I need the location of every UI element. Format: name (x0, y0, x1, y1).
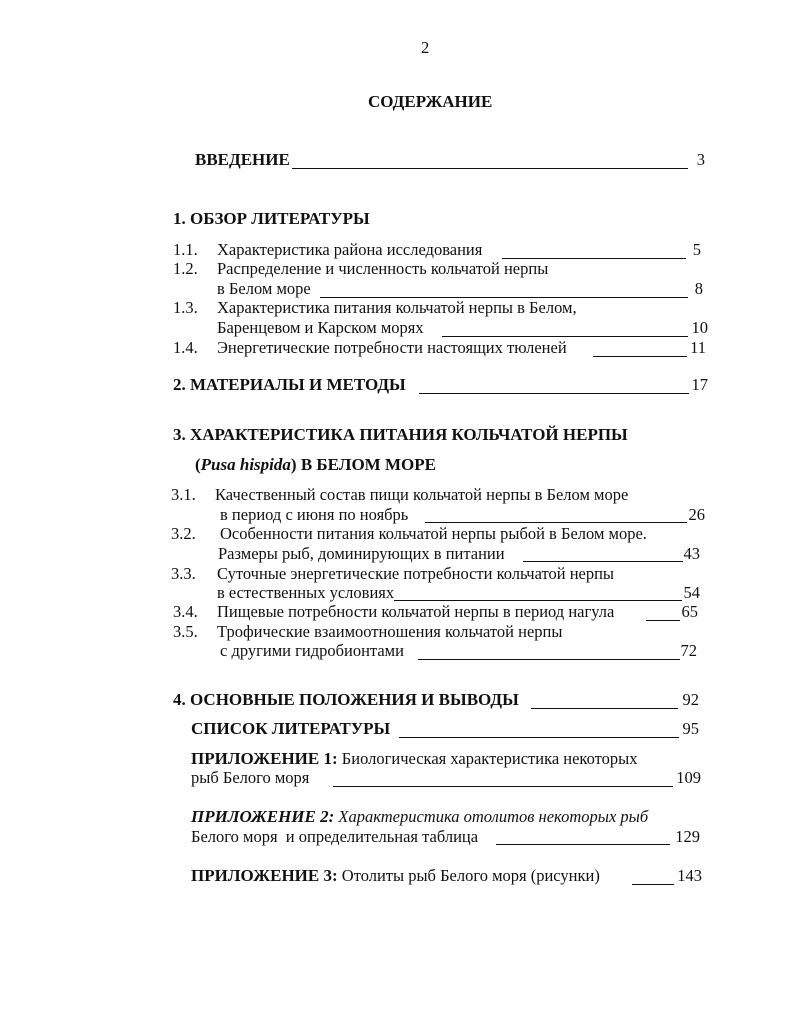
ch3-item-text-cont: в период с июня по ноябрь (220, 505, 409, 524)
app2-line1 (191, 807, 648, 827)
ch1-item-page: 10 (691, 318, 708, 337)
ch1-item-leader (593, 356, 687, 357)
ch3-item-leader (523, 561, 683, 562)
refs-leader (399, 737, 679, 738)
intro-page: 3 (696, 150, 705, 169)
app2-title: Характеристика отолитов некоторых рыб (338, 807, 649, 826)
app1-line1 (191, 749, 637, 769)
ch3-item-num: 3.2. (171, 524, 196, 543)
ch1-item-num: 1.4. (173, 338, 198, 357)
ch3-item-page: 72 (680, 641, 697, 660)
page-title: СОДЕРЖАНИЕ (368, 92, 493, 111)
ch1-item-text-cont: Баренцевом и Карском морях (217, 318, 424, 337)
ch2-page: 17 (691, 375, 708, 394)
ch1-item-num: 1.2. (173, 259, 198, 278)
ch3-item-num: 3.1. (171, 485, 196, 504)
ch1-item-page: 5 (692, 240, 701, 259)
ch1-item-text: Энергетические потребности настоящих тюленей (217, 338, 567, 357)
ch3-item-page: 26 (688, 505, 705, 524)
ch1-item-text: Характеристика питания кольчатой нерпы в Белом, (217, 298, 577, 317)
ch3-species-latin: Pusa hispida (200, 455, 291, 474)
app1-page: 109 (676, 768, 701, 787)
app3-line1 (191, 866, 600, 886)
ch1-item-text-cont: в Белом море (217, 279, 311, 298)
ch3-item-num: 3.5. (173, 622, 198, 641)
ch3-item-leader (418, 659, 680, 660)
ch3-item-text: Особенности питания кольчатой нерпы рыбой в Белом море. (220, 524, 647, 543)
app3-page: 143 (677, 866, 702, 885)
app3-leader (632, 884, 674, 885)
ch3-item-text: Суточные энергетические потребности кольчатой нерпы (217, 564, 615, 583)
app1-leader (333, 786, 673, 787)
app3-label: ПРИЛОЖЕНИЕ 3: (191, 866, 338, 885)
ch3-item-text-cont: в естественных условиях (217, 583, 395, 602)
ch1-item-text: Характеристика района исследования (217, 240, 483, 259)
ch3-item-page: 65 (681, 602, 698, 621)
ch3-item-leader (425, 522, 687, 523)
ch3-item-num: 3.4. (173, 602, 198, 621)
ch3-item-text: Качественный состав пищи кольчатой нерпы в Белом море (215, 485, 629, 504)
app1-title: Биологическая характеристика некоторых (341, 749, 638, 768)
page-number: 2 (421, 38, 430, 57)
ch3-subheading-text: В БЕЛОМ МОРЕ (300, 455, 436, 474)
ch1-item-page: 8 (694, 279, 703, 298)
ch3-item-text-cont: с другими гидробионтами (220, 641, 404, 660)
ch3-item-text: Пищевые потребности кольчатой нерпы в период нагула (217, 602, 615, 621)
ch2-leader (419, 393, 689, 394)
ch1-item-num: 1.3. (173, 298, 198, 317)
app2-page: 129 (675, 827, 700, 846)
ch3-subheading: (Pusa hispida) В БЕЛОМ МОРЕ (195, 455, 436, 474)
app1-label: ПРИЛОЖЕНИЕ 1: (191, 749, 338, 768)
ch3-item-num: 3.3. (171, 564, 196, 583)
app3-title: Отолиты рыб Белого моря (рисунки) (341, 866, 600, 885)
ch3-item-page: 43 (683, 544, 700, 563)
ch1-item-num: 1.1. (173, 240, 198, 259)
ch4-page: 92 (682, 690, 699, 709)
ch1-item-page: 11 (690, 338, 706, 357)
refs-page: 95 (682, 719, 699, 738)
ch3-item-page: 54 (683, 583, 700, 602)
ch3-heading: 3. ХАРАКТЕРИСТИКА ПИТАНИЯ КОЛЬЧАТОЙ НЕРПЫ (173, 425, 628, 444)
ch4-leader (531, 708, 678, 709)
ch1-item-leader (442, 336, 688, 337)
ch1-item-text: Распределение и численность кольчатой нерпы (217, 259, 549, 278)
refs-heading: СПИСОК ЛИТЕРАТУРЫ (191, 719, 391, 738)
intro-label: ВВЕДЕНИЕ (195, 150, 290, 169)
ch3-item-text: Трофические взаимоотношения кольчатой нерпы (217, 622, 563, 641)
app2-label: ПРИЛОЖЕНИЕ 2: (191, 807, 335, 826)
ch1-heading: 1. ОБЗОР ЛИТЕРАТУРЫ (173, 209, 370, 228)
ch3-item-text-cont: Размеры рыб, доминирующих в питании (218, 544, 505, 563)
ch3-item-leader (394, 600, 682, 601)
app2-title-cont: Белого моря и определительная таблица (191, 827, 479, 846)
ch4-heading: 4. ОСНОВНЫЕ ПОЛОЖЕНИЯ И ВЫВОДЫ (173, 690, 519, 709)
app2-leader (496, 844, 670, 845)
ch3-item-leader (646, 620, 680, 621)
ch2-heading: 2. МАТЕРИАЛЫ И МЕТОДЫ (173, 375, 406, 394)
app1-title-cont: рыб Белого моря (191, 768, 310, 787)
intro-leader (292, 168, 688, 169)
